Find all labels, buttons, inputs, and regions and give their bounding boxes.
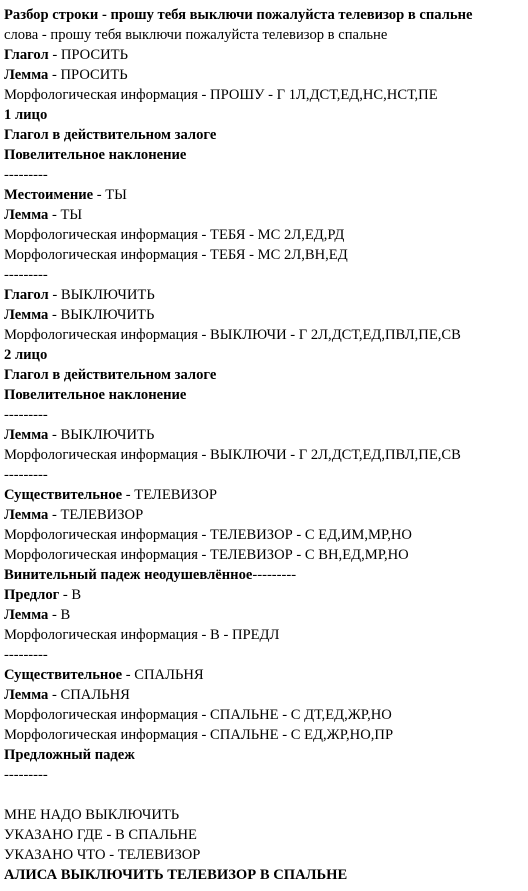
bold-label: Предлог <box>4 587 60 603</box>
parse-output-document <box>4 5 526 885</box>
text-line <box>4 245 526 265</box>
text-run: Морфологическая информация - ВЫКЛЮЧИ - Г 2Л,ДСТ,ЕД,ПВЛ,ПЕ,СВ <box>4 327 461 343</box>
text-line <box>4 165 526 185</box>
text-line <box>4 365 526 385</box>
text-line <box>4 345 526 365</box>
text-line <box>4 505 526 525</box>
text-line <box>4 105 526 125</box>
bold-label: Существительное <box>4 667 123 683</box>
text-line <box>4 405 526 425</box>
text-line <box>4 605 526 625</box>
text-line <box>4 5 526 25</box>
text-line <box>4 845 526 865</box>
text-line <box>4 65 526 85</box>
text-line <box>4 265 526 285</box>
text-line <box>4 85 526 105</box>
text-line <box>4 585 526 605</box>
text-run: - ПРОСИТЬ <box>48 67 128 83</box>
bold-label: Предложный падеж <box>4 747 135 763</box>
text-line <box>4 565 526 585</box>
text-run: - ВЫКЛЮЧИТЬ <box>48 287 155 303</box>
text-run: - СПАЛЬНЯ <box>122 667 204 683</box>
text-run: - ТЫ <box>48 207 83 223</box>
text-run: --------- <box>4 467 48 483</box>
text-line <box>4 665 526 685</box>
bold-label: Глагол в действительном залоге <box>4 127 217 143</box>
text-line <box>4 645 526 665</box>
bold-label: Глагол в действительном залоге <box>4 367 217 383</box>
bold-label: Глагол <box>4 47 49 63</box>
bold-label: 1 лицо <box>4 107 48 123</box>
text-run: Морфологическая информация - ТЕБЯ - МС 2Л,ЕД,РД <box>4 227 345 243</box>
text-run: МНЕ НАДО ВЫКЛЮЧИТЬ <box>4 807 180 823</box>
text-line <box>4 145 526 165</box>
bold-label: Лемма <box>4 67 49 83</box>
text-line <box>4 125 526 145</box>
bold-label: АЛИСА ВЫКЛЮЧИТЬ ТЕЛЕВИЗОР В СПАЛЬНЕ <box>4 867 348 883</box>
bold-label: Лемма <box>4 207 49 223</box>
bold-label: Глагол <box>4 287 49 303</box>
text-run: Морфологическая информация - ТЕЛЕВИЗОР - С ЕД,ИМ,МР,НО <box>4 527 412 543</box>
text-line <box>4 225 526 245</box>
text-run: УКАЗАНО ГДЕ - В СПАЛЬНЕ <box>4 827 197 843</box>
text-run: - ТЫ <box>93 187 127 203</box>
text-run: --------- <box>252 567 297 583</box>
text-run: - ТЕЛЕВИЗОР <box>48 507 144 523</box>
bold-label: Разбор строки - прошу тебя выключи пожалуйста телевизор в спальне <box>4 7 473 23</box>
bold-label: Лемма <box>4 687 49 703</box>
text-run: - ТЕЛЕВИЗОР <box>122 487 217 503</box>
text-line <box>4 465 526 485</box>
text-run: - В <box>59 587 82 603</box>
text-line <box>4 25 526 45</box>
text-line <box>4 825 526 845</box>
text-run: - В <box>48 607 71 623</box>
text-run: --------- <box>4 267 48 283</box>
text-line <box>4 485 526 505</box>
bold-label: Лемма <box>4 507 49 523</box>
bold-label: Существительное <box>4 487 123 503</box>
text-line <box>4 865 526 885</box>
text-run: - ВЫКЛЮЧИТЬ <box>48 307 155 323</box>
text-line <box>4 385 526 405</box>
text-line <box>4 705 526 725</box>
text-line <box>4 625 526 645</box>
text-line <box>4 805 526 825</box>
text-line <box>4 305 526 325</box>
text-run: - ВЫКЛЮЧИТЬ <box>48 427 155 443</box>
text-run: Морфологическая информация - В - ПРЕДЛ <box>4 627 280 643</box>
text-run: Морфологическая информация - ПРОШУ - Г 1Л,ДСТ,ЕД,НС,НСТ,ПЕ <box>4 87 438 103</box>
text-run: --------- <box>4 167 48 183</box>
bold-label: Лемма <box>4 307 49 323</box>
text-run: Морфологическая информация - ТЕЛЕВИЗОР - С ВН,ЕД,МР,НО <box>4 547 409 563</box>
blank-line <box>4 785 526 805</box>
text-run: УКАЗАНО ЧТО - ТЕЛЕВИЗОР <box>4 847 201 863</box>
bold-label: Винительный падеж неодушевлённое <box>4 567 253 583</box>
text-line <box>4 185 526 205</box>
text-line <box>4 445 526 465</box>
text-line <box>4 685 526 705</box>
text-run: --------- <box>4 767 48 783</box>
text-run: Морфологическая информация - СПАЛЬНЕ - С ДТ,ЕД,ЖР,НО <box>4 707 392 723</box>
text-line <box>4 765 526 785</box>
text-line <box>4 205 526 225</box>
bold-label: Лемма <box>4 427 49 443</box>
text-line <box>4 525 526 545</box>
text-line <box>4 425 526 445</box>
text-line <box>4 45 526 65</box>
text-run: --------- <box>4 407 48 423</box>
text-run: - ПРОСИТЬ <box>48 47 128 63</box>
bold-label: 2 лицо <box>4 347 48 363</box>
text-run: Морфологическая информация - ВЫКЛЮЧИ - Г 2Л,ДСТ,ЕД,ПВЛ,ПЕ,СВ <box>4 447 461 463</box>
text-line <box>4 285 526 305</box>
text-line <box>4 725 526 745</box>
text-line <box>4 545 526 565</box>
text-run: Морфологическая информация - СПАЛЬНЕ - С ЕД,ЖР,НО,ПР <box>4 727 394 743</box>
text-run: --------- <box>4 647 48 663</box>
text-line <box>4 325 526 345</box>
text-run: - СПАЛЬНЯ <box>48 687 130 703</box>
bold-label: Повелительное наклонение <box>4 387 187 403</box>
bold-label: Лемма <box>4 607 49 623</box>
text-line <box>4 745 526 765</box>
text-run: Морфологическая информация - ТЕБЯ - МС 2Л,ВН,ЕД <box>4 247 348 263</box>
text-run: слова - прошу тебя выключи пожалуйста телевизор в спальне <box>4 27 388 43</box>
bold-label: Местоимение <box>4 187 94 203</box>
bold-label: Повелительное наклонение <box>4 147 187 163</box>
